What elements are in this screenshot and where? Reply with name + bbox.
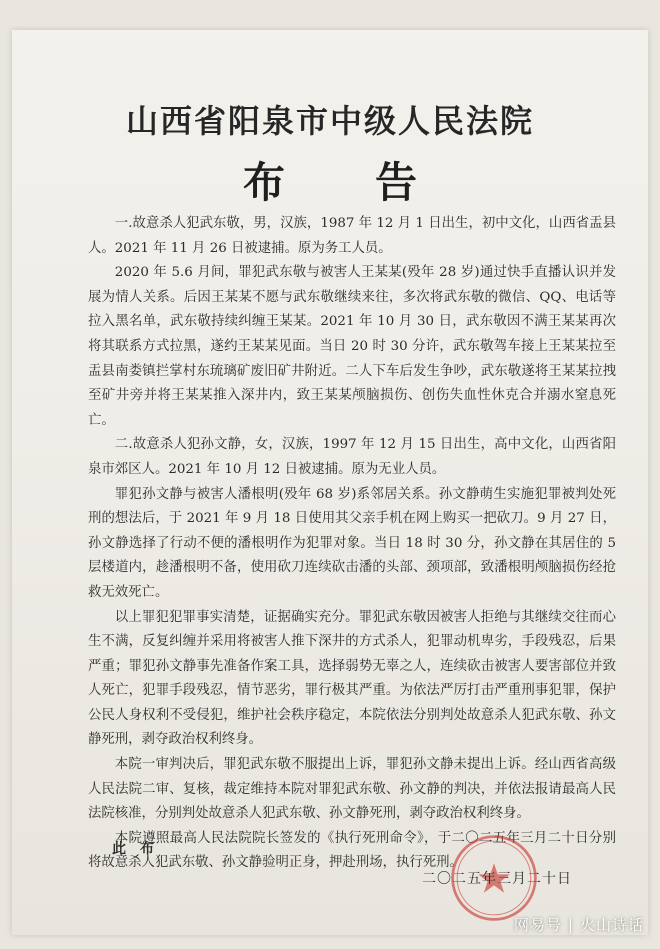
paragraph-crime-1: 2020 年 5.6 月间，罪犯武东敬与被害人王某某(殁年 28 岁)通过快手直播认识并发展为情人关系。后因王某某不愿与武东敬继续来往，多次将武东敬的微信、QQ、电话等拉入黑名单，武东敬持续纠缠王某某。2021 年 10 月 30 日，武东敬因不满王某某再次将其联系方式拉黑，遂约王某某见面。当日 20 时 30 分许，武东敬驾车接上王某某拉至盂县南娄镇拦掌村东琉璃矿废旧矿井附近。二人下车后发生争吵，武东敬遂将王某某拉拽至矿井旁并将王某某推入深井内，致王某某颅脑损伤、创伤失血性休克合并溺水窒息死亡。 [88, 265, 616, 428]
court-name: 山西省阳泉市中级人民法院 [125, 102, 534, 140]
paragraph-judgment: 以上罪犯犯罪事实清楚，证据确实充分。罪犯武东敬因被害人拒绝与其继续交往而心生不满，反复纠缠并采用将被害人推下深井的方式杀人，犯罪动机卑劣，手段残忍，后果严重；罪犯孙文静事先准备作案工具，选择弱势无辜之人，连续砍击被害人要害部位并致人死亡，犯罪手段残忍，情节恶劣，罪行极其严重。为依法严厉打击严重刑事犯罪，保护公民人身权利不受侵犯，维护社会秩序稳定，本院依法分别判处故意杀人犯武东敬、孙文静死刑，剥夺政治权利终身。 [88, 609, 616, 748]
paragraph-appeal: 本院一审判决后，罪犯武东敬不服提出上诉，罪犯孙文静未提出上诉。经山西省高级人民法院二审、复核，裁定维持本院对罪犯武东敬、孙文静的判决，并依法报请最高人民法院核准，分别判处故意杀人犯武东敬、孙文静死刑，剥夺政治权利终身。 [88, 757, 616, 822]
notice-date: 二〇二五年三月二十日 [422, 871, 572, 887]
watermark [514, 914, 644, 935]
watermark-separator: | [567, 916, 574, 934]
watermark-right: 火山诗话 [579, 916, 644, 934]
closing-text: 此布 [112, 841, 168, 857]
watermark-left: 网易号 [513, 916, 562, 934]
paragraph-defendant-1: 一.故意杀人犯武东敬，男，汉族，1987 年 12 月 1 日出生，初中文化，山西省盂县人。2021 年 11 月 26 日被逮捕。原为务工人员。 [88, 216, 616, 256]
paragraph-defendant-2: 二.故意杀人犯孙文静，女，汉族，1997 年 12 月 15 日出生，高中文化，山西省阳泉市郊区人。2021 年 10 月 12 日被逮捕。原为无业人员。 [88, 437, 616, 477]
paragraph-crime-2: 罪犯孙文静与被害人潘根明(殁年 68 岁)系邻居关系。孙文静萌生实施犯罪被判处死刑的想法后，于 2021 年 9 月 18 日使用其父亲手机在网上购买一把砍刀。9 月 27 日，孙文静选择了行动不便的潘根明作为犯罪对象。当日 18 时 30 分，孙文静在其居住的 5 层楼道内，趁潘根明不备，使用砍刀连续砍击潘的头部、颈项部，致潘根明颅脑损伤经抢救无效死亡。 [88, 486, 616, 600]
notice-title: 布告 [242, 158, 507, 207]
paragraph-execution: 本院遵照最高人民法院院长签发的《执行死刑命令》，于二〇二五年三月二十日分别将故意杀人犯武东敬、孙文静验明正身，押赴刑场，执行死刑。 [88, 830, 616, 871]
notice-body [88, 212, 616, 876]
